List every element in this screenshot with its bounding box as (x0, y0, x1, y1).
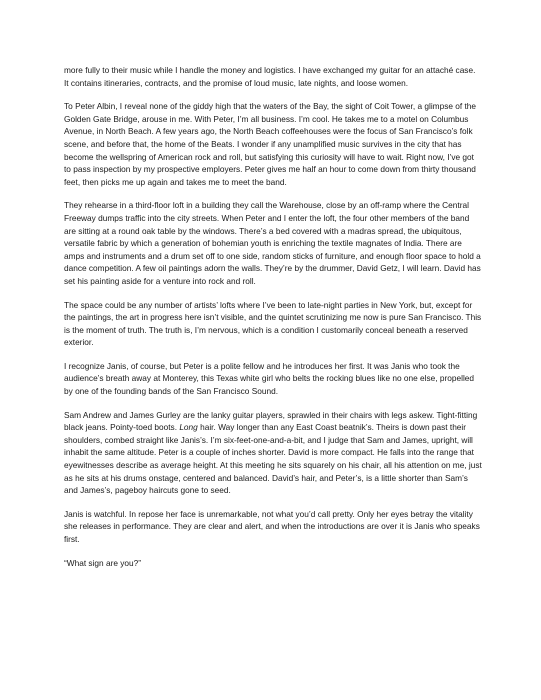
paragraph-6-emphasis: Long (179, 422, 198, 433)
paragraph-6-end: hair. Way longer than any East Coast beatnik’s. Theirs is down past their shoulders, combed straight like Janis’s. I’m six-feet-one-and-a-bit, and I judge that Sam and James, upright, will inhabit the same altitude. Peter is a couple of inches shorter. David is more compact. He falls into the range that eyewitnesses describe as average height. At this meeting he sits squarely on his chair, all his attention on me, just as he sits at his drums onstage, centered and balanced. David’s hair, and Peter’s, is a little shorter than Sam’s and James’s, pageboy haircuts gone to seed. (64, 422, 482, 496)
paragraph-3: They rehearse in a third-floor loft in a building they call the Warehouse, close by an off-ramp where the Central Freeway dumps traffic into the city streets. When Peter and I enter the loft, the four other members of the band are sitting at a round oak table by the windows. There’s a bed covered with a madras spread, the ubiquitous, versatile fabric by which a generation of bohemian youth is enriching the textile magnates of India. There are amps and instruments and a drum set off to one side, random sticks of furniture, and enough floor space to hold a dance competition. A few oil paintings adorn the walls. They’re by the drummer, David Getz, I will learn. David has set his painting aside for a venture into rock and roll. (64, 200, 481, 286)
paragraph-2: To Peter Albin, I reveal none of the giddy high that the waters of the Bay, the sight of Coit Tower, a glimpse of the Golden Gate Bridge, arouse in me. With Peter, I’m all business. I’m cool. He takes me to a motel on Columbus Avenue, in North Beach. A few years ago, the North Beach coffeehouses were the focus of San Francisco’s folk scene, and before that, the home of the Beats. I wonder if any unamplified music survives in the city that has become the wellspring of American rock and roll, but satisfying this curiosity will have to wait. Right now, I’ve got to pass inspection by my prospective employers. Peter gives me half an hour to come down from thirty thousand feet, then picks me up again and takes me to meet the band. (64, 101, 477, 187)
paragraph-5: I recognize Janis, of course, but Peter is a polite fellow and he introduces her first. It was Janis who took the audience’s breath away at Monterey, this Texas white girl who belts the rocking blues like no one else, propelled by one of the founding bands of the San Francisco Sound. (64, 360, 475, 397)
paragraph-6-start: Sam Andrew and James Gurley are the lanky guitar players, sprawled in their chairs with legs askew. Tight-fitting black jeans. Pointy-toed boots. (64, 409, 478, 433)
paragraph-6 (64, 409, 482, 497)
document-page (64, 64, 482, 580)
paragraph-4: The space could be any number of artists’ lofts where I’ve been to late-night parties in New York, but, except for the paintings, the art in progress here isn’t visible, and the quintet scrutinizing me now is pure San Francisco. This is the moment of truth. The truth is, I’m nervous, which is a condition I customarily conceal beneath a reserved exterior. (64, 299, 482, 348)
paragraph-7: Janis is watchful. In repose her face is unremarkable, not what you’d call pretty. Only her eyes betray the vitality she releases in performance. They are clear and alert, and when the introductions are over it is Janis who speaks first. (64, 508, 480, 544)
paragraph-1: more fully to their music while I handle the money and logistics. I have exchanged my guitar for an attaché case. It contains itineraries, contracts, and the promise of loud music, late nights, and loose women. (64, 65, 476, 88)
paragraph-8: “What sign are you?” (64, 557, 142, 568)
